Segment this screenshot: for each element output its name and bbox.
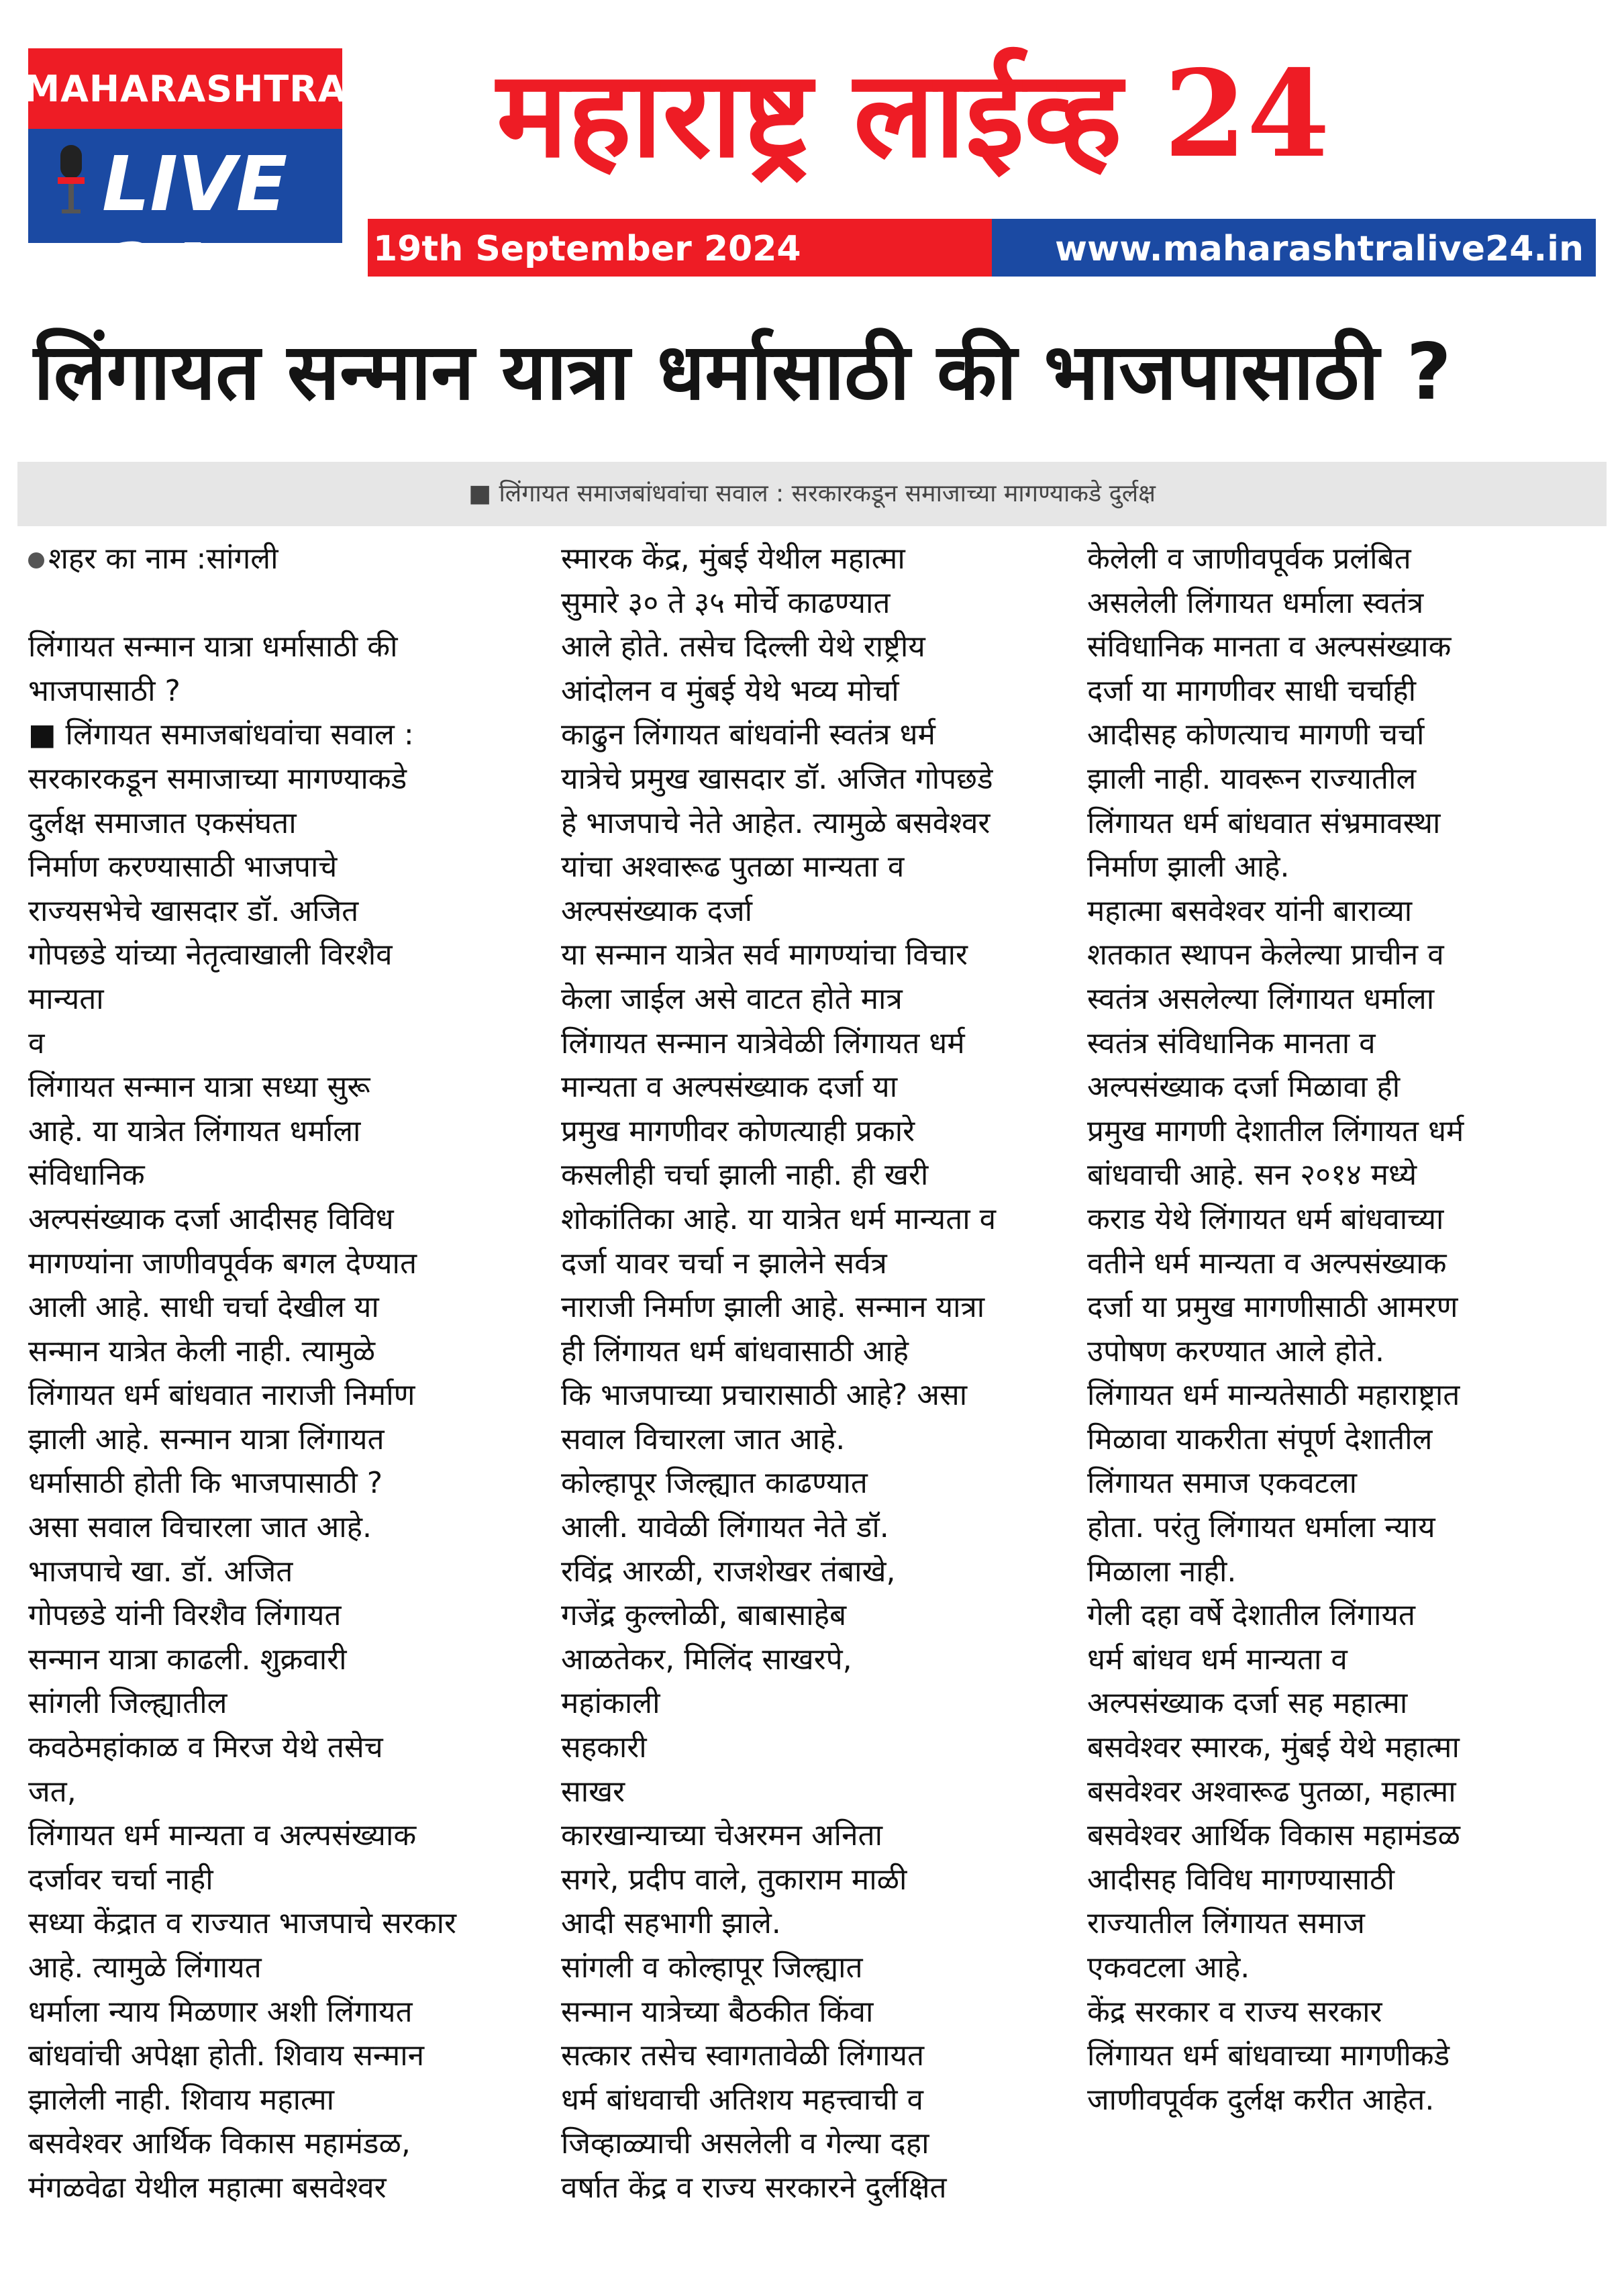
article-text-line: सन्मान यात्रा काढली. शुक्रवारी — [28, 1642, 347, 1677]
article-text-line: मान्यता — [28, 981, 104, 1016]
article-text-line: आदी सहभागी झाले. — [561, 1906, 781, 1941]
article-text-line: गेली दहा वर्षे देशातील लिंगायत — [1087, 1598, 1415, 1633]
article-text-line: एकवटला आहे. — [1087, 1951, 1250, 1985]
article-text-line: सुमारे ३० ते ३५ मोर्चे काढण्यात — [561, 585, 891, 620]
article-text-line: लिंगायत धर्म बांधवाच्या मागणीकडे — [1087, 2038, 1450, 2073]
logo-top-text: MAHARASHTRA — [28, 48, 342, 129]
article-text-line: जिव्हाळ्याची असलेली व गेल्या दहा — [561, 2126, 929, 2161]
article-text-line: बसवेश्वर स्मारक, मुंबई येथे महात्मा — [1087, 1730, 1460, 1765]
article-text-line: आले होते. तसेच दिल्ली येथे राष्ट्रीय — [561, 630, 925, 664]
article-text-line: धर्म बांधव धर्म मान्यता व — [1087, 1642, 1348, 1677]
article-text-line: दर्जा या मागणीवर साधी चर्चाही — [1087, 673, 1417, 708]
article-text-line: अल्पसंख्याक दर्जा आदीसह विविध — [28, 1201, 394, 1236]
article-text-line: ■ लिंगायत समाजबांधवांचा सवाल : — [28, 718, 414, 752]
article-text-line: राज्यातील लिंगायत समाज — [1087, 1906, 1365, 1941]
article-text-line — [28, 581, 538, 626]
article-text-line: जत, — [28, 1774, 77, 1809]
article-text-line: साखर — [561, 1774, 625, 1809]
article-text-line: सत्कार तसेच स्वागतावेळी लिंगायत — [561, 2038, 925, 2073]
article-text-line: बांधवाची आहे. सन २०१४ मध्ये — [1087, 1158, 1417, 1193]
article-text-line: शोकांतिका आहे. या यात्रेत धर्म मान्यता व — [561, 1201, 997, 1236]
article-text-line: व — [28, 1026, 45, 1060]
article-text-line: भाजपासाठी ? — [28, 673, 181, 708]
article-text-line: आली. यावेळी लिंगायत नेते डॉ. — [561, 1510, 889, 1545]
article-text-line: सरकारकडून समाजाच्या मागण्याकडे — [28, 761, 407, 796]
article-text-line: दर्जा यावर चर्चा न झालेने सर्वत्र — [561, 1246, 887, 1281]
article-text-line: झाली नाही. यावरून राज्यातील — [1087, 761, 1417, 796]
article-text-line: भाजपाचे खा. डॉ. अजित — [28, 1554, 293, 1589]
article-text-line: बांधवांची अपेक्षा होती. शिवाय सन्मान — [28, 2038, 425, 2073]
article-column-3 — [1087, 537, 1597, 2262]
article-text-line: ही लिंगायत धर्म बांधवासाठी आहे — [561, 1334, 909, 1369]
article-text-line: निर्माण करण्यासाठी भाजपाचे — [28, 850, 338, 885]
article-text-line: लिंगायत धर्म मान्यता व अल्पसंख्याक — [28, 1818, 417, 1853]
article-text-line: स्वतंत्र असलेल्या लिंगायत धर्माला — [1087, 981, 1435, 1016]
logo-bottom-panel — [28, 129, 342, 315]
article-text-line: धर्माला न्याय मिळणार अशी लिंगायत — [28, 1994, 413, 2029]
logo — [23, 48, 347, 315]
article-text-line: महात्मा बसवेश्वर यांनी बाराव्या — [1087, 893, 1413, 928]
article-text-line: नाराजी निर्माण झाली आहे. सन्मान यात्रा — [561, 1290, 985, 1325]
article-text-line: सांगली व कोल्हापूर जिल्ह्यात — [561, 1951, 863, 1985]
article-text-line: लिंगायत सन्मान यात्रा धर्मासाठी की — [28, 630, 398, 664]
article-text-line: बसवेश्वर आर्थिक विकास महामंडळ, — [28, 2126, 411, 2161]
article-text-line: हे भाजपाचे नेते आहेत. त्यामुळे बसवेश्वर — [561, 805, 991, 840]
issue-date: 19th September 2024 — [373, 229, 801, 269]
article-subhead: ■ लिंगायत समाजबांधवांचा सवाल : सरकारकडून समाजाच्या मागण्याकडे दुर्लक्ष — [468, 480, 1156, 507]
article-text-line: सांगली जिल्ह्यातील — [28, 1686, 227, 1721]
article-column-2 — [561, 537, 1071, 2262]
article-text-line: लिंगायत धर्म मान्यतेसाठी महाराष्ट्रात — [1087, 1378, 1460, 1413]
article-text-line: अल्पसंख्याक दर्जा सह महात्मा — [1087, 1686, 1408, 1721]
article-text-line: धर्मासाठी होती कि भाजपासाठी ? — [28, 1466, 383, 1501]
article-text-line: केला जाईल असे वाटत होते मात्र — [561, 981, 903, 1016]
article-text-line: राज्यसभेचे खासदार डॉ. अजित — [28, 893, 359, 928]
article-text-line: या सन्मान यात्रेत सर्व मागण्यांचा विचार — [561, 938, 968, 973]
article-text-line: कारखान्याच्या चेअरमन अनिता — [561, 1818, 882, 1853]
article-text-line: जाणीवपूर्वक दुर्लक्ष करीत आहेत. — [1087, 2082, 1435, 2117]
article-text-line: सध्या केंद्रात व राज्यात भाजपाचे सरकार — [28, 1906, 457, 1941]
article-text-line: दर्जावर चर्चा नाही — [28, 1862, 213, 1897]
article-text-line: रविंद्र आरळी, राजशेखर तंबाखे, — [561, 1554, 896, 1589]
article-text-line: कराड येथे लिंगायत धर्म बांधवाच्या — [1087, 1201, 1444, 1236]
article-headline: लिंगायत सन्मान यात्रा धर्मासाठी की भाजपासाठी ? — [34, 327, 1452, 417]
article-text-line: कवठेमहांकाळ व मिरज येथे तसेच — [28, 1730, 383, 1765]
article-text-line: आदीसह कोणत्याच मागणी चर्चा — [1087, 718, 1425, 752]
article-text-line: झालेली नाही. शिवाय महात्मा — [28, 2082, 335, 2117]
article-text-line: स्वतंत्र संविधानिक मानता व — [1087, 1026, 1376, 1060]
article-text-line: सवाल विचारला जात आहे. — [561, 1422, 846, 1457]
article-text-line: यात्रेचे प्रमुख खासदार डॉ. अजित गोपछडे — [561, 761, 993, 796]
article-text-line: मंगळवेढा येथील महात्मा बसवेश्वर — [28, 2170, 387, 2205]
subhead-bar — [17, 462, 1607, 526]
article-text-line: गोपछडे यांच्या नेतृत्वाखाली विरशैव — [28, 938, 393, 973]
article-text-line: सन्मान यात्रेच्या बैठकीत किंवा — [561, 1994, 874, 2029]
article-text-line: असा सवाल विचारला जात आहे. — [28, 1510, 372, 1545]
article-text-line: लिंगायत धर्म बांधवात संभ्रमावस्था — [1087, 805, 1441, 840]
article-text-line: आदीसह विविध मागण्यासाठी — [1087, 1862, 1394, 1897]
article-text-line: प्रमुख मागणीवर कोणत्याही प्रकारे — [561, 1114, 915, 1148]
article-text-line: बसवेश्वर आर्थिक विकास महामंडळ — [1087, 1818, 1460, 1853]
article-text-line: होता. परंतु लिंगायत धर्माला न्याय — [1087, 1510, 1435, 1545]
article-text-line: सहकारी — [561, 1730, 647, 1765]
article-text-line: मान्यता व अल्पसंख्याक दर्जा या — [561, 1070, 898, 1105]
article-text-line: असलेली लिंगायत धर्माला स्वतंत्र — [1087, 585, 1424, 620]
article-text-line: धर्म बांधवाची अतिशय महत्त्वाची व — [561, 2082, 923, 2117]
logo-live-text: LIVE 24 — [102, 141, 288, 315]
article-text-line: लिंगायत धर्म बांधवात नाराजी निर्माण — [28, 1378, 415, 1413]
article-text-line: आळतेकर, मिलिंद साखरपे, — [561, 1642, 852, 1677]
article-text-line: काढुन लिंगायत बांधवांनी स्वतंत्र धर्म — [561, 718, 935, 752]
masthead-title: महाराष्ट्र लाईव्ह 24 — [497, 44, 1330, 184]
microphone-icon — [51, 142, 91, 216]
article-text-line: आंदोलन व मुंबई येथे भव्य मोर्चा — [561, 673, 899, 708]
article-text-line: प्रमुख मागणी देशातील लिंगायत धर्म — [1087, 1114, 1464, 1148]
article-text-line: आली आहे. साधी चर्चा देखील या — [28, 1290, 379, 1325]
article-text-line: संविधानिक मानता व अल्पसंख्याक — [1087, 630, 1452, 664]
article-text-line: कि भाजपाच्या प्रचारासाठी आहे? असा — [561, 1378, 968, 1413]
article-text-line: अल्पसंख्याक दर्जा — [561, 893, 753, 928]
article-text-line: बसवेश्वर अश्वारूढ पुतळा, महात्मा — [1087, 1774, 1456, 1809]
article-text-line: गजेंद्र कुल्लोळी, बाबासाहेब — [561, 1598, 847, 1633]
article-text-line: सगरे, प्रदीप वाले, तुकाराम माळी — [561, 1862, 907, 1897]
article-text-line: शतकात स्थापन केलेल्या प्राचीन व — [1087, 938, 1444, 973]
article-text-line: वर्षात केंद्र व राज्य सरकारने दुर्लक्षित — [561, 2170, 947, 2205]
article-text-line: केंद्र सरकार व राज्य सरकार — [1087, 1994, 1382, 2029]
article-text-line: लिंगायत सन्मान यात्रेवेळी लिंगायत धर्म — [561, 1026, 965, 1060]
article-text-line: उपोषण करण्यात आले होते. — [1087, 1334, 1385, 1369]
article-column-1 — [28, 537, 538, 2262]
article-text-line — [28, 537, 538, 581]
article-text-line: मिळाला नाही. — [1087, 1554, 1237, 1589]
article-text-line: कसलीही चर्चा झाली नाही. ही खरी — [561, 1158, 929, 1193]
article-text-line: वतीने धर्म मान्यता व अल्पसंख्याक — [1087, 1246, 1447, 1281]
article-text-line: दर्जा या प्रमुख मागणीसाठी आमरण — [1087, 1290, 1458, 1325]
article-text-line: सन्मान यात्रेत केली नाही. त्यामुळे — [28, 1334, 376, 1369]
article-text-line: मिळावा याकरीता संपूर्ण देशातील — [1087, 1422, 1433, 1457]
article-text-line: स्मारक केंद्र, मुंबई येथील महात्मा — [561, 542, 905, 576]
article-text-line: मागण्यांना जाणीवपूर्वक बगल देण्यात — [28, 1246, 417, 1281]
article-text-line: निर्माण झाली आहे. — [1087, 850, 1290, 885]
article-text-line: यांचा अश्वारूढ पुतळा मान्यता व — [561, 850, 905, 885]
article-text-line: गोपछडे यांनी विरशैव लिंगायत — [28, 1598, 342, 1633]
article-text-line: आहे. त्यामुळे लिंगायत — [28, 1951, 262, 1985]
article-text-line: लिंगायत सन्मान यात्रा सध्या सुरू — [28, 1070, 370, 1105]
article-text-line: झाली आहे. सन्मान यात्रा लिंगायत — [28, 1422, 385, 1457]
city-label: शहर का नाम :सांगली — [48, 542, 278, 576]
article-text-line: संविधानिक — [28, 1158, 145, 1193]
article-text-line: लिंगायत समाज एकवटला — [1087, 1466, 1358, 1501]
article-text-line: केलेली व जाणीवपूर्वक प्रलंबित — [1087, 542, 1411, 576]
dot-icon — [28, 552, 44, 569]
article-text-line: अल्पसंख्याक दर्जा मिळावा ही — [1087, 1070, 1401, 1105]
article-text-line: आहे. या यात्रेत लिंगायत धर्माला — [28, 1114, 361, 1148]
article-text-line: कोल्हापूर जिल्ह्यात काढण्यात — [561, 1466, 868, 1501]
website-link[interactable]: www.maharashtralive24.in — [1055, 229, 1584, 269]
article-text-line: महांकाली — [561, 1686, 660, 1721]
article-text-line: दुर्लक्ष समाजात एकसंघता — [28, 805, 297, 840]
